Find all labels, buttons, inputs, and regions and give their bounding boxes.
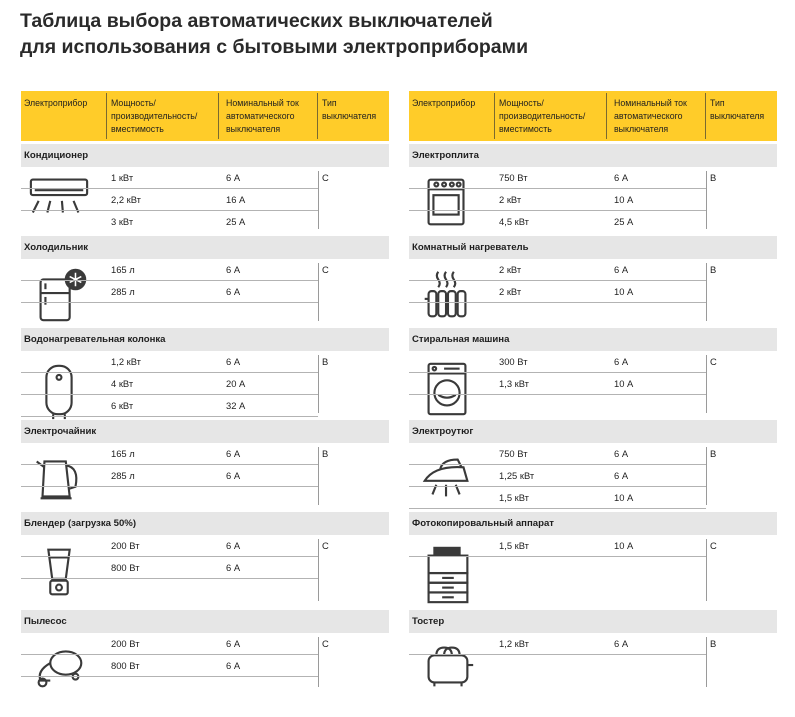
header-current-line: выключателя bbox=[226, 124, 281, 134]
cell-type: C bbox=[322, 172, 329, 183]
cell-current: 6 А bbox=[226, 638, 241, 649]
cell-power: 165 л bbox=[111, 448, 135, 459]
section-body bbox=[21, 351, 389, 417]
header-power-line: Мощность/ bbox=[499, 98, 544, 108]
cell-type: C bbox=[322, 638, 329, 649]
cell-power: 2 кВт bbox=[499, 194, 522, 205]
cell-type: B bbox=[710, 638, 717, 649]
cell-current: 6 А bbox=[226, 470, 241, 481]
header-type-line: Тип bbox=[322, 98, 337, 108]
left-table bbox=[21, 91, 389, 693]
type-cell-row bbox=[21, 351, 389, 372]
header-current-line: Номинальный ток bbox=[614, 98, 687, 108]
section-photocopier bbox=[409, 512, 777, 607]
type-cell-row bbox=[21, 535, 389, 556]
cell-current: 25 А bbox=[614, 216, 634, 227]
section-blender bbox=[21, 512, 389, 607]
cell-power: 1,2 кВт bbox=[499, 638, 529, 649]
section-kettle bbox=[21, 420, 389, 509]
header-divider bbox=[317, 93, 318, 139]
cell-power: 800 Вт bbox=[111, 660, 140, 671]
type-cell-row bbox=[21, 259, 389, 280]
cell-type: C bbox=[322, 264, 329, 275]
section-washing-machine bbox=[409, 328, 777, 417]
table-header bbox=[409, 91, 777, 141]
header-power-line: производительность/ bbox=[111, 111, 198, 121]
cell-current: 6 А bbox=[226, 448, 241, 459]
header-type-line: выключателя bbox=[710, 111, 765, 121]
type-cell-row bbox=[21, 167, 389, 188]
section-title: Комнатный нагреватель bbox=[409, 236, 777, 259]
table-row bbox=[21, 211, 318, 232]
section-toaster bbox=[409, 610, 777, 693]
table-row bbox=[21, 373, 318, 395]
header-current bbox=[226, 97, 299, 136]
type-cell-row bbox=[409, 633, 777, 654]
section-title: Кондиционер bbox=[21, 144, 389, 167]
header-current-line: автоматического bbox=[226, 111, 295, 121]
section-vacuum bbox=[21, 610, 389, 693]
cell-power: 4 кВт bbox=[111, 378, 134, 389]
header-current-line: выключателя bbox=[614, 124, 669, 134]
cell-power: 6 кВт bbox=[111, 400, 134, 411]
header-current-line: автоматического bbox=[614, 111, 683, 121]
header-device: Электроприбор bbox=[412, 98, 476, 108]
type-cell-row bbox=[409, 259, 777, 280]
cell-power: 300 Вт bbox=[499, 356, 528, 367]
cell-power: 1,5 кВт bbox=[499, 540, 529, 551]
cell-type: B bbox=[322, 448, 329, 459]
cell-power: 3 кВт bbox=[111, 216, 134, 227]
header-type-line: выключателя bbox=[322, 111, 377, 121]
column-divider bbox=[706, 539, 707, 601]
cell-current: 6 А bbox=[614, 448, 629, 459]
column-divider bbox=[706, 637, 707, 687]
column-divider bbox=[706, 355, 707, 413]
header-current bbox=[614, 97, 687, 136]
header-power-line: вместимость bbox=[499, 124, 552, 134]
table-row bbox=[409, 373, 706, 395]
section-body bbox=[21, 259, 389, 325]
type-cell-row bbox=[409, 443, 777, 464]
cell-current: 25 А bbox=[226, 216, 246, 227]
cell-current: 6 А bbox=[614, 264, 629, 275]
cell-current: 6 А bbox=[226, 286, 241, 297]
header-divider bbox=[705, 93, 706, 139]
cell-current: 20 А bbox=[226, 378, 246, 389]
cell-current: 10 А bbox=[614, 492, 634, 503]
cell-type: B bbox=[710, 172, 717, 183]
section-air-conditioner bbox=[21, 144, 389, 233]
header-divider bbox=[106, 93, 107, 139]
section-body bbox=[409, 633, 777, 693]
column-divider bbox=[706, 263, 707, 321]
header-divider bbox=[218, 93, 219, 139]
column-divider bbox=[706, 171, 707, 229]
section-body bbox=[21, 443, 389, 509]
section-title: Электроутюг bbox=[409, 420, 777, 443]
section-body bbox=[409, 351, 777, 417]
column-divider bbox=[318, 447, 319, 505]
header-power-line: вместимость bbox=[111, 124, 164, 134]
cell-current: 6 А bbox=[226, 172, 241, 183]
header-type bbox=[710, 97, 764, 123]
cell-power: 1,2 кВт bbox=[111, 356, 141, 367]
cell-current: 6 А bbox=[614, 638, 629, 649]
table-header bbox=[21, 91, 389, 141]
cell-power: 1,5 кВт bbox=[499, 492, 529, 503]
cell-current: 10 А bbox=[614, 540, 634, 551]
section-stove bbox=[409, 144, 777, 233]
header-device: Электроприбор bbox=[24, 98, 88, 108]
page-title bbox=[20, 8, 528, 60]
cell-current: 6 А bbox=[226, 264, 241, 275]
column-divider bbox=[318, 637, 319, 687]
section-water-heater bbox=[21, 328, 389, 417]
type-cell-row bbox=[21, 443, 389, 464]
header-current-line: Номинальный ток bbox=[226, 98, 299, 108]
header-power bbox=[499, 97, 585, 136]
cell-current: 6 А bbox=[226, 540, 241, 551]
column-divider bbox=[318, 355, 319, 413]
cell-power: 750 Вт bbox=[499, 448, 528, 459]
cell-power: 800 Вт bbox=[111, 562, 140, 573]
cell-power: 285 л bbox=[111, 286, 135, 297]
table-row bbox=[409, 487, 706, 509]
cell-power: 2 кВт bbox=[499, 264, 522, 275]
cell-type: C bbox=[710, 540, 717, 551]
table-row bbox=[21, 395, 318, 417]
header-divider bbox=[606, 93, 607, 139]
section-title: Электрочайник bbox=[21, 420, 389, 443]
table-row bbox=[21, 557, 318, 579]
cell-type: C bbox=[322, 540, 329, 551]
section-body bbox=[409, 167, 777, 233]
column-divider bbox=[318, 171, 319, 229]
section-room-heater bbox=[409, 236, 777, 325]
type-cell-row bbox=[409, 351, 777, 372]
header-type-line: Тип bbox=[710, 98, 725, 108]
cell-current: 16 А bbox=[226, 194, 246, 205]
cell-power: 285 л bbox=[111, 470, 135, 481]
cell-current: 32 А bbox=[226, 400, 246, 411]
cell-power: 200 Вт bbox=[111, 540, 140, 551]
section-title: Блендер (загрузка 50%) bbox=[21, 512, 389, 535]
section-title: Стиральная машина bbox=[409, 328, 777, 351]
cell-power: 1,25 кВт bbox=[499, 470, 535, 481]
cell-power: 4,5 кВт bbox=[499, 216, 529, 227]
column-divider bbox=[318, 539, 319, 601]
section-iron bbox=[409, 420, 777, 509]
table-row bbox=[409, 189, 706, 211]
section-title: Тостер bbox=[409, 610, 777, 633]
cell-current: 6 А bbox=[614, 356, 629, 367]
cell-power: 750 Вт bbox=[499, 172, 528, 183]
cell-current: 6 А bbox=[226, 356, 241, 367]
cell-current: 10 А bbox=[614, 286, 634, 297]
cell-current: 6 А bbox=[614, 470, 629, 481]
cell-type: C bbox=[710, 356, 717, 367]
section-body bbox=[409, 443, 777, 509]
cell-type: B bbox=[710, 448, 717, 459]
section-body bbox=[21, 633, 389, 693]
table-row bbox=[409, 281, 706, 303]
section-title: Холодильник bbox=[21, 236, 389, 259]
column-divider bbox=[706, 447, 707, 505]
cell-power: 165 л bbox=[111, 264, 135, 275]
table-row bbox=[21, 655, 318, 677]
header-power-line: Мощность/ bbox=[111, 98, 156, 108]
cell-power: 200 Вт bbox=[111, 638, 140, 649]
type-cell-row bbox=[21, 633, 389, 654]
table-row bbox=[409, 465, 706, 487]
cell-current: 6 А bbox=[614, 172, 629, 183]
table-row bbox=[409, 211, 706, 232]
cell-current: 10 А bbox=[614, 378, 634, 389]
section-body bbox=[409, 259, 777, 325]
cell-current: 6 А bbox=[226, 660, 241, 671]
section-title: Фотокопировальный аппарат bbox=[409, 512, 777, 535]
cell-power: 1 кВт bbox=[111, 172, 134, 183]
title-line-2: для использования с бытовыми электроприборами bbox=[20, 36, 529, 58]
cell-power: 2 кВт bbox=[499, 286, 522, 297]
section-body bbox=[409, 535, 777, 607]
type-cell-row bbox=[409, 535, 777, 556]
section-body bbox=[21, 167, 389, 233]
section-refrigerator bbox=[21, 236, 389, 325]
header-power bbox=[111, 97, 197, 136]
section-title: Водонагревательная колонка bbox=[21, 328, 389, 351]
table-row bbox=[21, 465, 318, 487]
cell-current: 10 А bbox=[614, 194, 634, 205]
table-row bbox=[21, 281, 318, 303]
header-divider bbox=[494, 93, 495, 139]
header-power-line: производительность/ bbox=[499, 111, 586, 121]
cell-type: B bbox=[322, 356, 329, 367]
title-line-1: Таблица выбора автоматических выключателей bbox=[20, 10, 493, 32]
table-row bbox=[21, 189, 318, 211]
section-title: Электроплита bbox=[409, 144, 777, 167]
header-type bbox=[322, 97, 376, 123]
type-cell-row bbox=[409, 167, 777, 188]
cell-power: 2,2 кВт bbox=[111, 194, 141, 205]
column-divider bbox=[318, 263, 319, 321]
right-table bbox=[409, 91, 777, 693]
cell-current: 6 А bbox=[226, 562, 241, 573]
section-body bbox=[21, 535, 389, 607]
cell-type: B bbox=[710, 264, 717, 275]
section-title: Пылесос bbox=[21, 610, 389, 633]
cell-power: 1,3 кВт bbox=[499, 378, 529, 389]
